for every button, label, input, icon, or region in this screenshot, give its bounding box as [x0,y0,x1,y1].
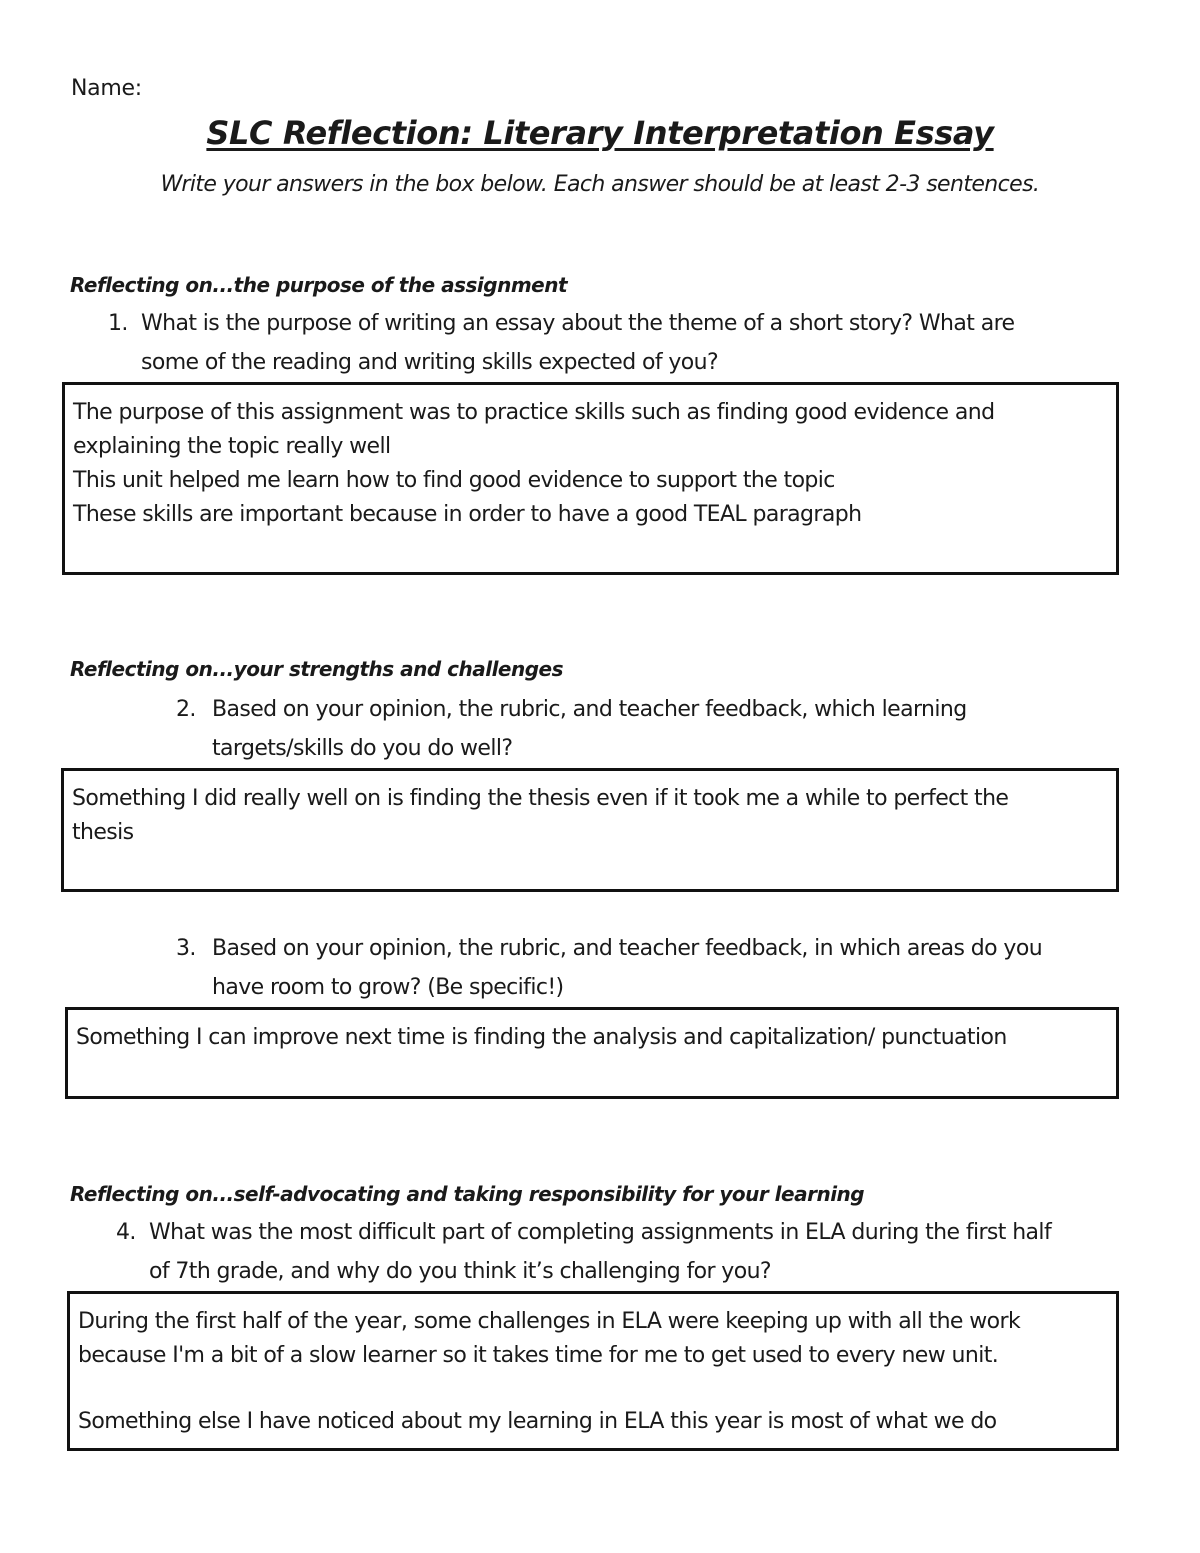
question-3-line-2: have room to grow? (Be specific!) [212,975,564,1000]
answer-box-1[interactable] [62,382,1119,575]
page-title: SLC Reflection: Literary Interpretation Essay [206,114,994,152]
question-2-line-1: Based on your opinion, the rubric, and teacher feedback, which learning [212,697,967,722]
question-1-line-2: some of the reading and writing skills expected of you? [141,350,719,375]
question-4-line-2: of 7th grade, and why do you think it’s challenging for you? [149,1259,771,1284]
question-1 [108,304,1108,382]
answer-1-line-1: The purpose of this assignment was to practice skills such as finding good evidence and [73,400,995,425]
question-4-number: 4. [116,1220,136,1245]
section-heading-advocacy: Reflecting on...self-advocating and taking responsibility for your learning [70,1182,865,1206]
question-2-line-2: targets/skills do you do well? [212,736,513,761]
answer-box-2[interactable] [61,768,1119,892]
section-heading-strengths: Reflecting on...your strengths and challenges [70,657,564,681]
question-4-line-1: What was the most difficult part of completing assignments in ELA during the first half [149,1220,1052,1245]
answer-4-line-1: During the first half of the year, some challenges in ELA were keeping up with all the work [78,1309,1021,1334]
answer-1-line-3: This unit helped me learn how to find good evidence to support the topic [73,468,835,493]
section-heading-purpose: Reflecting on...the purpose of the assignment [70,273,568,297]
answer-1-line-2: explaining the topic really well [73,434,391,459]
question-3 [176,929,1136,1007]
question-3-line-1: Based on your opinion, the rubric, and teacher feedback, in which areas do you [212,936,1043,961]
question-4 [116,1213,1116,1291]
answer-box-3[interactable] [65,1007,1119,1099]
name-label: Name: [71,76,142,101]
answer-2-line-2: thesis [72,820,134,845]
answer-box-4[interactable] [67,1291,1119,1451]
answer-4-blank-line [78,1373,1108,1405]
question-2-number: 2. [176,697,196,722]
answer-4-line-2: because I'm a bit of a slow learner so it takes time for me to get used to every new unit. [78,1343,999,1368]
answer-3-line-1: Something I can improve next time is finding the analysis and capitalization/ punctuation [76,1025,1007,1050]
question-1-number: 1. [108,311,128,336]
instructions: Write your answers in the box below. Each answer should be at least 2-3 sentences. [160,172,1040,197]
answer-4-line-3: Something else I have noticed about my learning in ELA this year is most of what we do [78,1409,997,1434]
question-3-number: 3. [176,936,196,961]
question-1-line-1: What is the purpose of writing an essay about the theme of a short story? What are [141,311,1015,336]
answer-2-line-1: Something I did really well on is finding the thesis even if it took me a while to perfect the [72,786,1009,811]
answer-1-line-4: These skills are important because in order to have a good TEAL paragraph [73,502,862,527]
question-2 [176,690,1116,768]
